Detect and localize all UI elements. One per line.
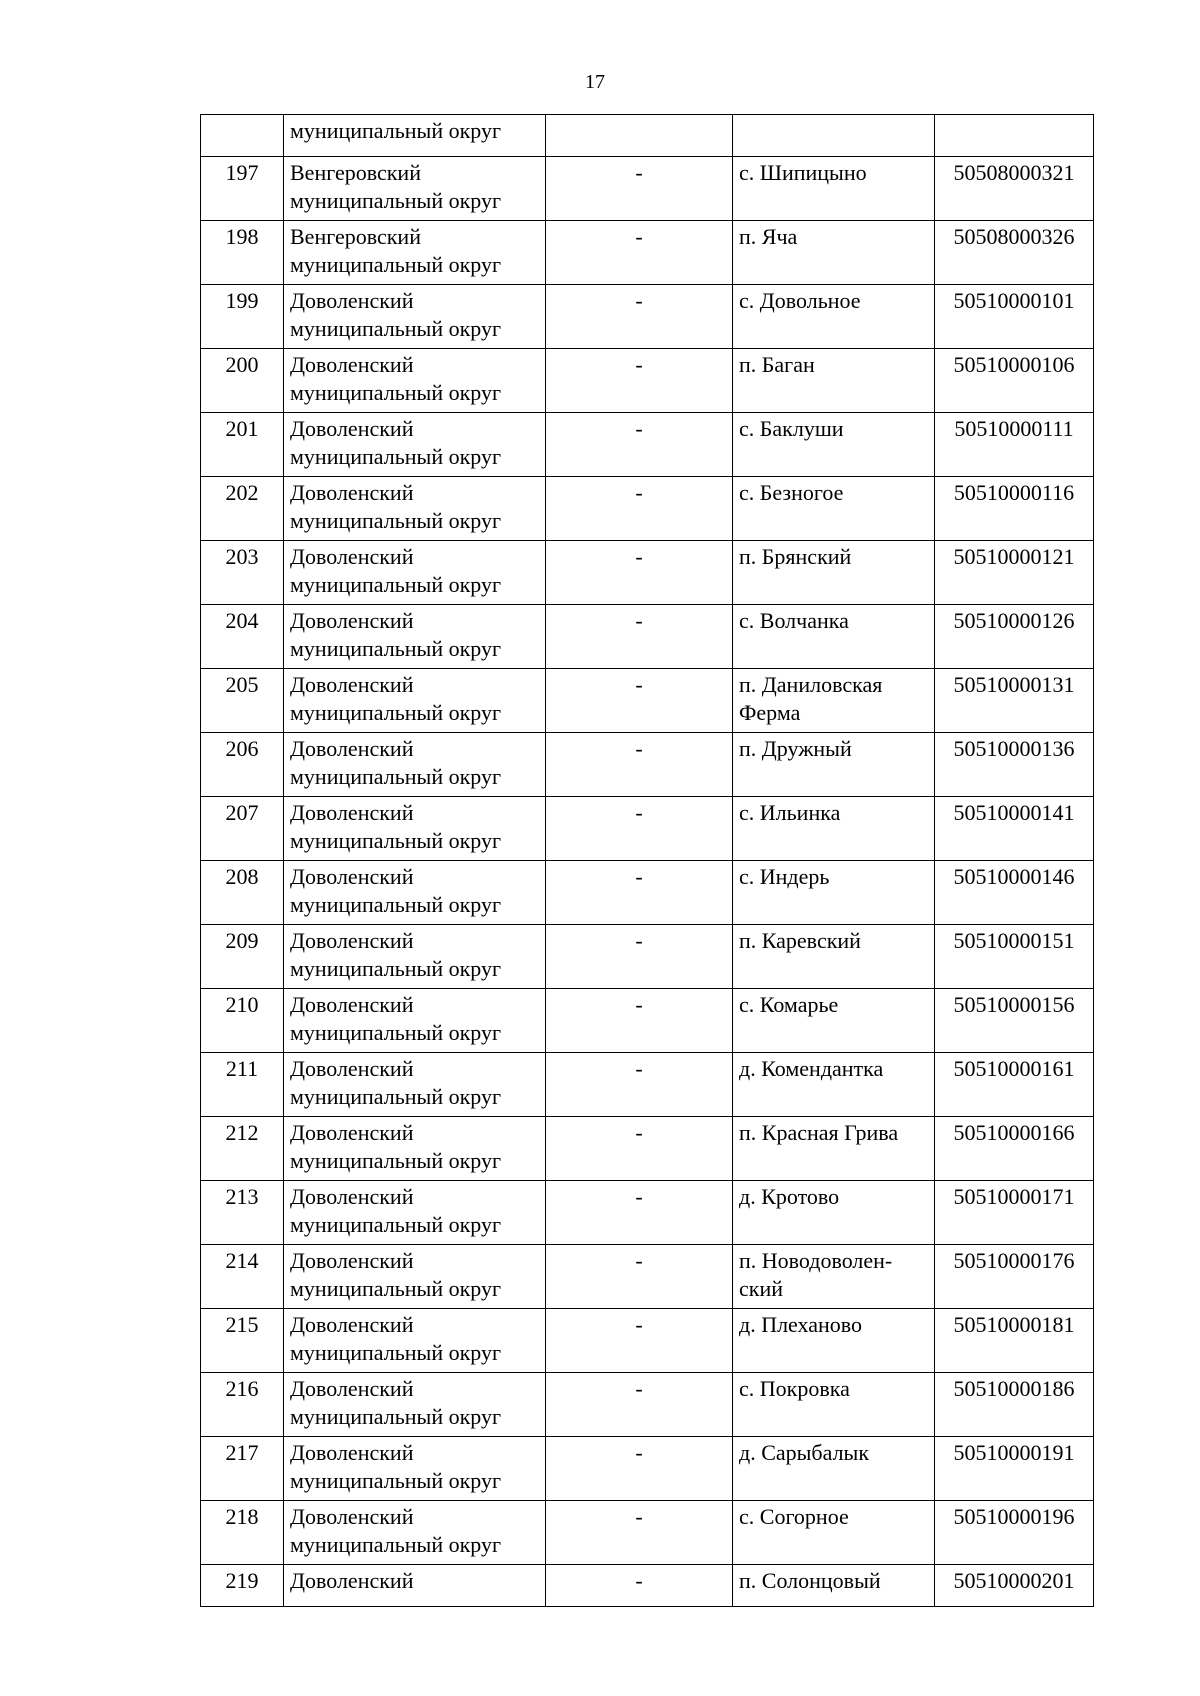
code-cell: 50510000121 [935, 541, 1094, 605]
table-row [201, 541, 1094, 605]
row-number-cell: 201 [201, 413, 284, 477]
table-row [201, 1117, 1094, 1181]
locality-cell: п. Дружный [733, 733, 935, 797]
code-cell: 50510000196 [935, 1501, 1094, 1565]
code-cell: 50508000326 [935, 221, 1094, 285]
table-row [201, 605, 1094, 669]
row-number-cell: 211 [201, 1053, 284, 1117]
middle-cell: - [546, 541, 733, 605]
middle-cell: - [546, 1117, 733, 1181]
municipality-cell: Доволенский муниципальный округ [284, 605, 546, 669]
middle-cell: - [546, 861, 733, 925]
municipality-cell: Доволенский муниципальный округ [284, 477, 546, 541]
table-row [201, 349, 1094, 413]
locality-cell: с. Комарье [733, 989, 935, 1053]
code-cell: 50510000136 [935, 733, 1094, 797]
code-cell: 50510000116 [935, 477, 1094, 541]
municipality-cell: Доволенский муниципальный округ [284, 669, 546, 733]
locality-cell: с. Покровка [733, 1373, 935, 1437]
row-number-cell: 213 [201, 1181, 284, 1245]
row-number-cell: 204 [201, 605, 284, 669]
row-number-cell: 218 [201, 1501, 284, 1565]
row-number-cell: 209 [201, 925, 284, 989]
middle-cell: - [546, 1309, 733, 1373]
table-row [201, 1501, 1094, 1565]
row-number-cell: 208 [201, 861, 284, 925]
row-number-cell: 210 [201, 989, 284, 1053]
table-row [201, 1373, 1094, 1437]
table-row [201, 413, 1094, 477]
row-number-cell: 206 [201, 733, 284, 797]
row-number-cell: 205 [201, 669, 284, 733]
middle-cell: - [546, 733, 733, 797]
middle-cell: - [546, 349, 733, 413]
row-number-cell: 219 [201, 1565, 284, 1607]
row-number-cell: 199 [201, 285, 284, 349]
middle-cell: - [546, 1501, 733, 1565]
locality-cell: п. Баган [733, 349, 935, 413]
row-number-cell: 216 [201, 1373, 284, 1437]
code-cell: 50510000171 [935, 1181, 1094, 1245]
locality-cell: с. Безногое [733, 477, 935, 541]
table-row [201, 861, 1094, 925]
row-number-cell: 203 [201, 541, 284, 605]
municipality-cell: Доволенский муниципальный округ [284, 413, 546, 477]
table-row [201, 797, 1094, 861]
code-cell [935, 115, 1094, 157]
row-number-cell: 200 [201, 349, 284, 413]
municipality-cell: Доволенский муниципальный округ [284, 1053, 546, 1117]
code-cell: 50508000321 [935, 157, 1094, 221]
table-body [201, 115, 1094, 1607]
locality-cell: п. Каревский [733, 925, 935, 989]
municipality-cell: Доволенский муниципальный округ [284, 797, 546, 861]
code-cell: 50510000126 [935, 605, 1094, 669]
table-row [201, 989, 1094, 1053]
municipality-cell: Доволенский муниципальный округ [284, 541, 546, 605]
row-number-cell: 215 [201, 1309, 284, 1373]
locality-cell: п. Красная Грива [733, 1117, 935, 1181]
code-cell: 50510000131 [935, 669, 1094, 733]
locality-cell: п. Брянский [733, 541, 935, 605]
middle-cell: - [546, 477, 733, 541]
middle-cell: - [546, 797, 733, 861]
code-cell: 50510000191 [935, 1437, 1094, 1501]
municipality-cell: Доволенский муниципальный округ [284, 1437, 546, 1501]
municipality-cell: Венгеровский муниципальный округ [284, 221, 546, 285]
middle-cell: - [546, 221, 733, 285]
locality-cell: п. Солонцовый [733, 1565, 935, 1607]
table-row [201, 157, 1094, 221]
row-number-cell [201, 115, 284, 157]
locality-cell: д. Комендантка [733, 1053, 935, 1117]
code-cell: 50510000101 [935, 285, 1094, 349]
row-number-cell: 217 [201, 1437, 284, 1501]
code-cell: 50510000166 [935, 1117, 1094, 1181]
municipality-cell: Доволенский муниципальный округ [284, 1245, 546, 1309]
code-cell: 50510000181 [935, 1309, 1094, 1373]
locality-cell: п. Новодоволен-ский [733, 1245, 935, 1309]
row-number-cell: 198 [201, 221, 284, 285]
middle-cell [546, 115, 733, 157]
table-row [201, 669, 1094, 733]
code-cell: 50510000201 [935, 1565, 1094, 1607]
locality-cell: п. Яча [733, 221, 935, 285]
locality-cell [733, 115, 935, 157]
row-number-cell: 207 [201, 797, 284, 861]
table-row-continuation [201, 115, 1094, 157]
locality-cell: п. Даниловская Ферма [733, 669, 935, 733]
municipality-cell: Доволенский [284, 1565, 546, 1607]
code-cell: 50510000106 [935, 349, 1094, 413]
municipality-cell: Доволенский муниципальный округ [284, 1373, 546, 1437]
table-row [201, 925, 1094, 989]
table-row [201, 1181, 1094, 1245]
table-row [201, 1053, 1094, 1117]
middle-cell: - [546, 1181, 733, 1245]
table-row [201, 477, 1094, 541]
locality-cell: с. Шипицыно [733, 157, 935, 221]
code-cell: 50510000111 [935, 413, 1094, 477]
municipality-cell: Доволенский муниципальный округ [284, 1501, 546, 1565]
municipality-cell: Доволенский муниципальный округ [284, 1117, 546, 1181]
locality-cell: с. Волчанка [733, 605, 935, 669]
table-row [201, 221, 1094, 285]
middle-cell: - [546, 1053, 733, 1117]
page-number: 17 [585, 71, 605, 93]
municipality-cell: Доволенский муниципальный округ [284, 733, 546, 797]
code-cell: 50510000156 [935, 989, 1094, 1053]
row-number-cell: 214 [201, 1245, 284, 1309]
code-cell: 50510000146 [935, 861, 1094, 925]
locality-cell: д. Плеханово [733, 1309, 935, 1373]
municipality-cell: Доволенский муниципальный округ [284, 349, 546, 413]
municipality-cell: муниципальный округ [284, 115, 546, 157]
municipality-cell: Венгеровский муниципальный округ [284, 157, 546, 221]
locality-cell: д. Сарыбалык [733, 1437, 935, 1501]
locality-cell: с. Баклуши [733, 413, 935, 477]
municipality-cell: Доволенский муниципальный округ [284, 285, 546, 349]
middle-cell: - [546, 1437, 733, 1501]
code-cell: 50510000141 [935, 797, 1094, 861]
municipality-cell: Доволенский муниципальный округ [284, 989, 546, 1053]
locality-cell: с. Довольное [733, 285, 935, 349]
table-row [201, 285, 1094, 349]
settlements-table [200, 114, 1094, 1607]
code-cell: 50510000176 [935, 1245, 1094, 1309]
row-number-cell: 212 [201, 1117, 284, 1181]
table-row [201, 1245, 1094, 1309]
middle-cell: - [546, 605, 733, 669]
municipality-cell: Доволенский муниципальный округ [284, 861, 546, 925]
middle-cell: - [546, 1373, 733, 1437]
locality-cell: с. Индерь [733, 861, 935, 925]
table-row [201, 1565, 1094, 1607]
code-cell: 50510000161 [935, 1053, 1094, 1117]
middle-cell: - [546, 989, 733, 1053]
locality-cell: с. Согорное [733, 1501, 935, 1565]
middle-cell: - [546, 413, 733, 477]
locality-cell: с. Ильинка [733, 797, 935, 861]
row-number-cell: 202 [201, 477, 284, 541]
municipality-cell: Доволенский муниципальный округ [284, 1309, 546, 1373]
middle-cell: - [546, 285, 733, 349]
table-row [201, 1309, 1094, 1373]
municipality-cell: Доволенский муниципальный округ [284, 925, 546, 989]
middle-cell: - [546, 1565, 733, 1607]
municipality-cell: Доволенский муниципальный округ [284, 1181, 546, 1245]
table-row [201, 733, 1094, 797]
code-cell: 50510000186 [935, 1373, 1094, 1437]
code-cell: 50510000151 [935, 925, 1094, 989]
row-number-cell: 197 [201, 157, 284, 221]
middle-cell: - [546, 157, 733, 221]
table-row [201, 1437, 1094, 1501]
middle-cell: - [546, 1245, 733, 1309]
middle-cell: - [546, 925, 733, 989]
middle-cell: - [546, 669, 733, 733]
locality-cell: д. Кротово [733, 1181, 935, 1245]
